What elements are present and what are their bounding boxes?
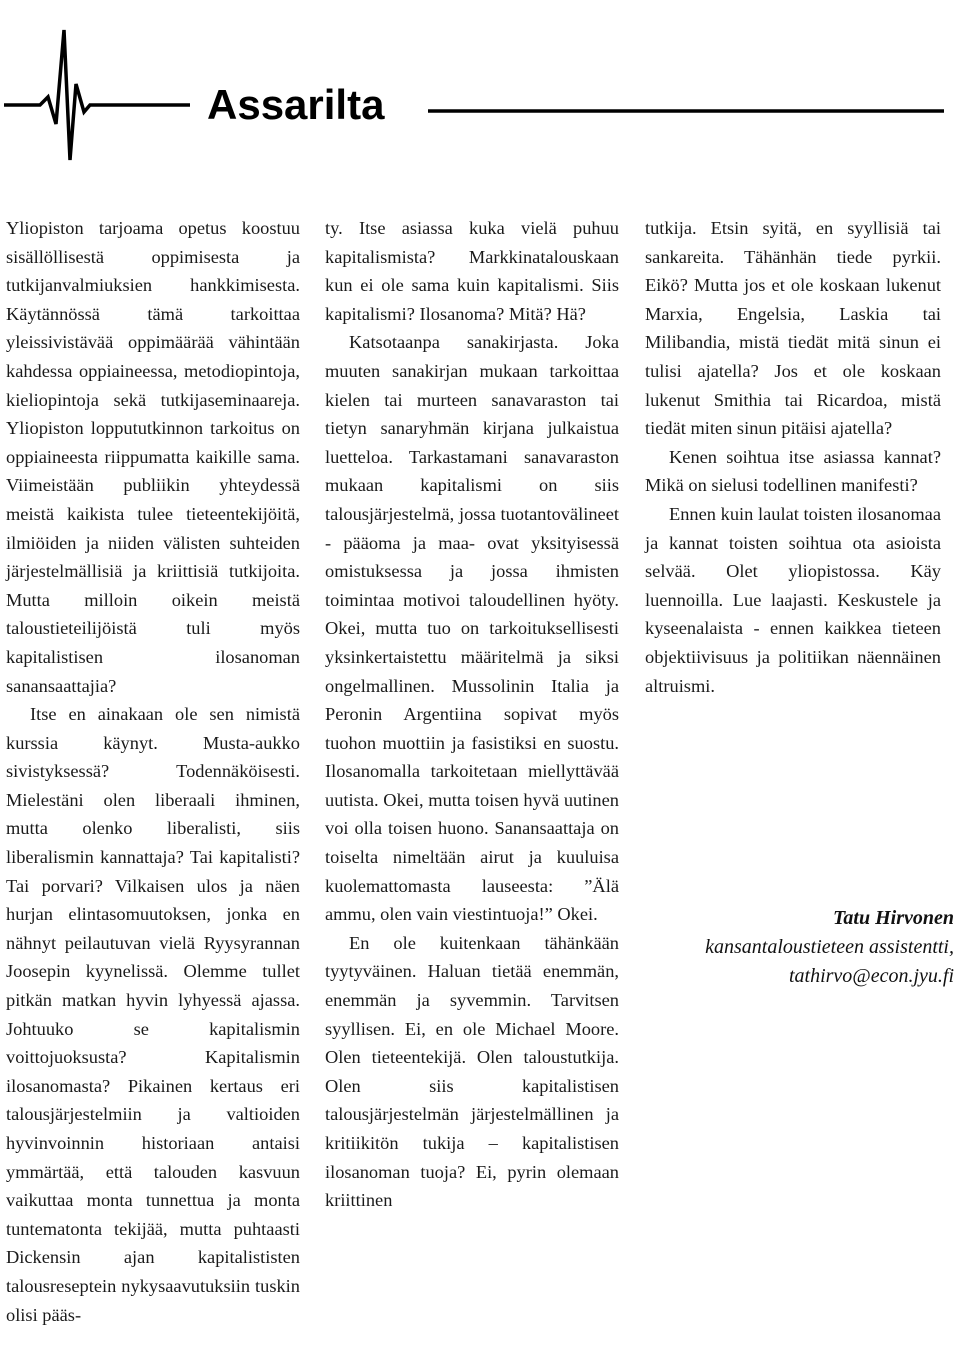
paragraph: Kenen soihtua itse asiassa kannat? Mikä on sielusi todellinen manifesti? xyxy=(645,446,941,496)
paragraph: tutkija. Etsin syitä, en syyllisiä tai sankareita. Tähänhän tiede pyrkii. Eikö? Mutta jos et ole koskaan lukenut Marxia, Engelsia, Laskia tai Milibandia, mistä tiedät mitä sinun ei tulisi ajatella? Jos et ole koskaan lukenut Smithia tai Ricardoa, mistä tiedät miten sinun pitäisi ajatella? xyxy=(645,218,941,439)
paragraph: En ole kuitenkaan tähänkään tyytyväinen. Haluan tietää enemmän, enemmän ja syvemmin. Tarvitsen syyllisen. Ei, en ole Michael Moore. Olen tieteentekijä. Olen taloustutkija. Olen siis kapitalistisen talousjärjestelmän järjestelmällinen ja kritiikitön tukija – kapitalistisen ilosanoman tuoja? Ei, pyrin olemaan kriittinen xyxy=(325,932,619,1211)
text-column-2 xyxy=(325,214,619,1215)
author-email: tathirvo@econ.jyu.fi xyxy=(788,965,954,987)
paragraph: Itse en ainakaan ole sen nimistä kurssia käynyt. Musta-aukko sivistyksessä? Todennäköisesti. Mielestäni olen liberaali ihminen, mutta olenko liberalisti, siis liberalismin kannattaja? Tai kapitalisti? Tai porvari? Vilkaisen ulos ja näen hurjan elintasomuutoksen, jonka en nähnyt peilautuvan vielä Ryysyrannan Joosepin kyynelissä. Olemme tullet pitkän matkan hyvin lyhyessä ajassa. Johtuuko se kapitalismin voittojuoksusta? Kapitalismin ilosanomasta? Pikainen kertaus eri talousjärjestelmiin ja valtioiden hyvinvoinnin historiaan antaisi ymmärtää, että talouden kasvuun vaikuttaa monta tunnettua ja monta tuntematonta tekijää, mutta puhtaasti Dickensin ajan kapitalististen talousreseptein nykysaavutuksiin tuskin olisi pääs- xyxy=(6,704,300,1325)
paragraph: Ennen kuin laulat toisten ilosanomaa ja kannat toisten soihtua ota asioista selvää. Olet yliopistossa. Käy luennoilla. Lue laajasti. Keskustele ja kyseenalaista - ennen kaikkea tieteen objektiivisuus ja politiikan näennäinen altruismi. xyxy=(645,503,941,696)
author-signature xyxy=(705,904,954,991)
text-column-3 xyxy=(645,214,941,700)
paragraph: Katsotaanpa sanakirjasta. Joka muuten sanakirjan mukaan tarkoittaa kielen tai murteen sanavaraston tai tietyn sanaryhmän kirjana julkaistua luetteloa. Tarkastamani sanavaraston mukaan kapitalismi on siis talousjärjestelmä, jossa tuotantovälineet - pääoma ja maa- ovat yksityisessä omistuksessa ja jossa ihmisten toimintaa motivoi taloudellinen hyöty. Okei, mutta tuo on tarkoituksellisesti yksinkertaistettu määritelmä ja siksi ongelmallinen. Mussolinin Italia ja Peronin Argentiina sopivat myös tuohon muottiin ja fasistiksi en suostu. Ilosanomalla tarkoitetaan miellyttävää uutista. Okei, mutta toisen hyvä uutinen voi olla toisen huono. Sanansaattaja on toiselta nimeltään airut ja kuuluisa kuolemattomasta lauseesta: ”Älä ammu, olen vain viestintuoja!” Okei. xyxy=(325,332,619,925)
heartbeat-line-icon xyxy=(0,0,960,180)
article-header xyxy=(0,0,960,180)
author-role: kansantaloustieteen assistentti, xyxy=(705,936,954,958)
paragraph: ty. Itse asiassa kuka vielä puhuu kapitalismista? Markkinatalouskaan kun ei ole sama kuin kapitalismi. Siis kapitalismi? Ilosanoma? Mitä? Hä? xyxy=(325,218,619,324)
text-column-1 xyxy=(6,214,300,1329)
paragraph: Yliopiston tarjoama opetus koostuu sisällöllisestä oppimisesta ja tutkijanvalmiuksien hankkimisesta. Käytännössä tämä tarkoittaa yleissivistävää oppimäärää vähintään kahdessa oppiaineessa, metodiopintoja, kieliopintoja sekä tutkijaseminaareja. Yliopiston loppututkinnon tarkoitus on oppiaineesta riippumatta kaikille sama. Viimeistään publiikin yhteydessä meistä kaikista tulee tieteentekijöitä, ilmiöiden ja niiden välisten suhteiden järjestelmällisiä ja kriittisiä tutkijoita. Mutta milloin oikein meistä taloustieteilijöistä tuli myös kapitalistisen ilosanoman sanansaattajia? xyxy=(6,218,300,696)
author-name: Tatu Hirvonen xyxy=(833,907,954,929)
article-title: Assarilta xyxy=(207,81,385,128)
